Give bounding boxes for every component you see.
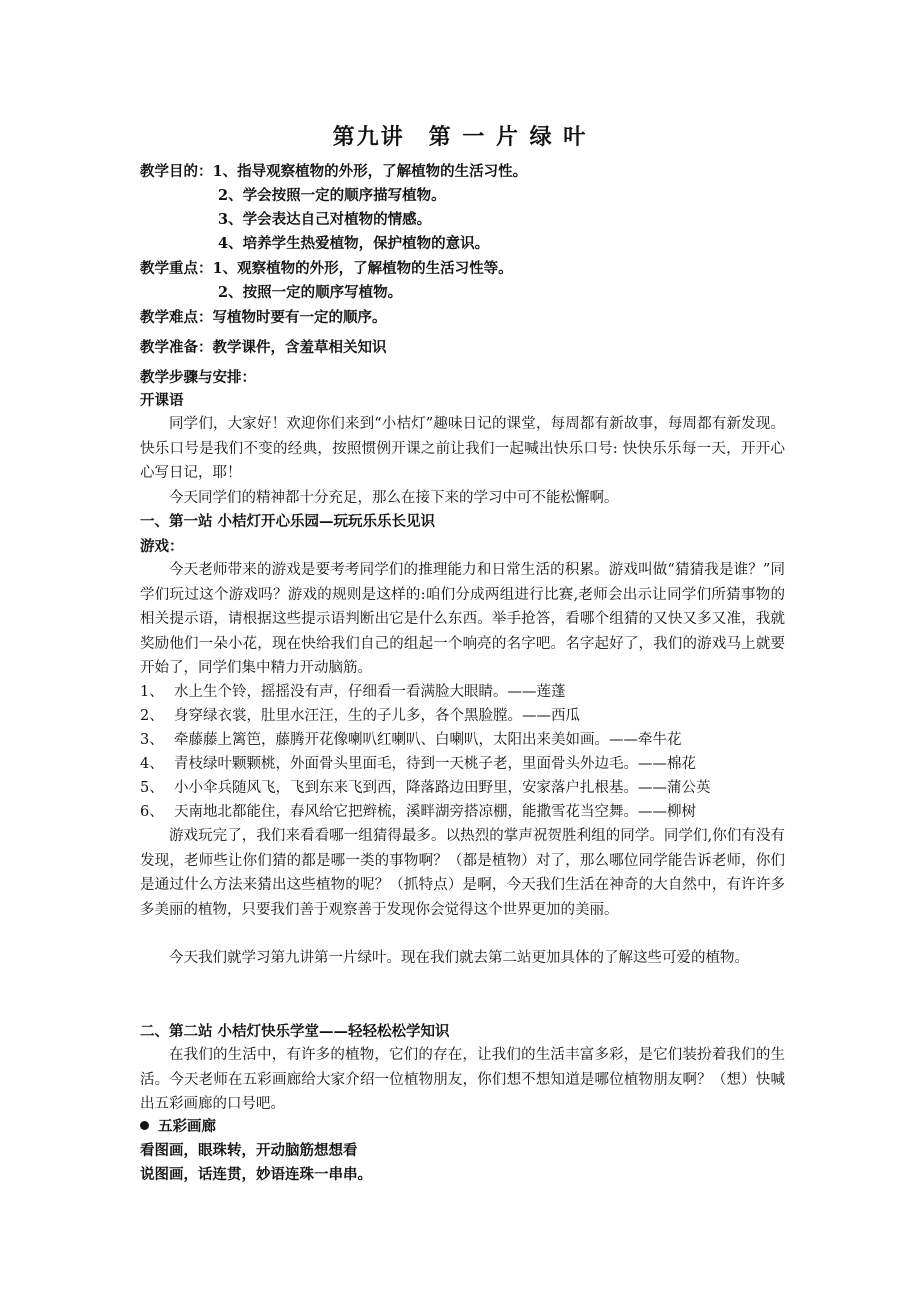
slogan-line: 说图画，话连贯，妙语连珠一串串。 xyxy=(140,1166,372,1183)
objectives-label: 教学目的： xyxy=(140,163,213,180)
opening-paragraph: 同学们，大家好！欢迎你们来到“小桔灯”趣味日记的课堂，每周都有新故事，每周都有新发现。快乐口号是我们不变的经典，按照惯例开课之前让我们一起喊出快乐口号: 快快乐乐每一天，开开心心写日记，耶！ xyxy=(140,416,785,482)
after-game-paragraph: 游戏玩完了，我们来看看哪一组猜得最多。以热烈的掌声祝贺胜利组的同学。同学们,你们有没有发现，老师些让你们猜的都是哪一类的事物啊？（都是植物）对了，那么哪位同学能告诉老师，你们是通过什么方法来猜出这些植物的呢？（抓特点）是啊，今天我们生活在神奇的大自然中，有许许多多美丽的植物，只要我们善于观察善于发现你会觉得这个世界更加的美丽。 xyxy=(140,828,785,918)
key-points-label: 教学重点： xyxy=(140,260,213,277)
objective-item: 3、学会表达自己对植物的情感。 xyxy=(218,211,432,228)
riddle-text: 青枝绿叶颗颗桃，外面骨头里面毛，待到一天桃子老，里面骨头外边毛。——棉花 xyxy=(174,756,696,772)
key-point-item: 1、观察植物的外形，了解植物的生活习性等。 xyxy=(212,260,513,277)
gallery-heading: 五彩画廊 xyxy=(158,1118,216,1135)
section-two-heading: 二、第二站 小桔灯快乐学堂——轻轻松松学知识 xyxy=(140,1023,450,1040)
gallery-heading-line xyxy=(140,1115,216,1139)
riddle-item xyxy=(140,704,790,728)
riddle-text: 身穿绿衣裳，肚里水汪汪，生的子儿多，各个黑脸膛。——西瓜 xyxy=(174,708,580,724)
riddle-number: 2、 xyxy=(140,708,164,724)
riddle-number: 1、 xyxy=(140,684,164,700)
key-points-line-1 xyxy=(140,257,513,281)
bullet-icon xyxy=(140,1121,149,1130)
lesson-title: 第九讲 第 一 片 绿 叶 xyxy=(332,124,588,150)
steps-heading: 教学步骤与安排： xyxy=(140,369,256,386)
riddle-text: 水上生个铃，摇摇没有声，仔细看一看满脸大眼睛。——莲蓬 xyxy=(174,684,566,700)
riddle-item xyxy=(140,800,790,824)
riddle-number: 6、 xyxy=(140,804,164,820)
riddle-item xyxy=(140,680,790,704)
key-point-item: 2、按照一定的顺序写植物。 xyxy=(218,284,403,301)
section-two-intro: 在我们的生活中，有许多的植物，它们的存在，让我们的生活丰富多彩，是它们装扮着我们的生活。今天老师在五彩画廊给大家介绍一位植物朋友，你们想不想知道是哪位植物朋友啊？（想）快喊出五彩画廊的口号吧。 xyxy=(140,1047,785,1113)
riddle-item xyxy=(140,752,790,776)
slogan-line: 看图画，眼珠转，开动脑筋想想看 xyxy=(140,1142,358,1159)
objective-item: 4、培养学生热爱植物，保护植物的意识。 xyxy=(218,235,490,252)
opening-paragraph: 今天同学们的精神都十分充足，那么在接下来的学习中可不能松懈啊。 xyxy=(169,490,619,506)
riddle-number: 4、 xyxy=(140,756,164,772)
riddle-number: 3、 xyxy=(140,732,164,748)
riddle-item xyxy=(140,728,790,752)
riddle-text: 牵藤藤上篱笆，藤腾开花像喇叭红喇叭、白喇叭，太阳出来美如画。——牵牛花 xyxy=(174,732,682,748)
riddle-text: 天南地北都能住，春风给它把辫梳，溪畔湖旁搭凉棚，能撒雪花当空舞。——柳树 xyxy=(174,804,696,820)
transition-paragraph: 今天我们就学习第九讲第一片绿叶。现在我们就去第二站更加具体的了解这些可爱的植物。 xyxy=(169,950,749,966)
objective-item: 1、指导观察植物的外形，了解植物的生活习性。 xyxy=(212,163,528,180)
teaching-preparation: 教学准备：教学课件，含羞草相关知识 xyxy=(140,339,387,356)
riddle-text: 小小伞兵随风飞，飞到东来飞到西，降落路边田野里，安家落户扎根基。——蒲公英 xyxy=(174,780,711,796)
objectives-line-1 xyxy=(140,160,527,184)
game-intro-paragraph: 今天老师带来的游戏是要考考同学们的推理能力和日常生活的积累。游戏叫做“猜猜我是谁？”同学们玩过这个游戏吗？游戏的规则是这样的:咱们分成两组进行比赛,老师会出示让同学们所猜事物的相关提示语，请根据这些提示语判断出它是什么东西。举手抢答，看哪个组猜的又快又多又准，我就奖励他们一朵小花，现在快给我们自己的组起一个响亮的名字吧。名字起好了，我们的游戏马上就要开始了，同学们集中精力开动脑筋。 xyxy=(140,562,785,677)
riddle-number: 5、 xyxy=(140,780,164,796)
objective-item: 2、学会按照一定的顺序描写植物。 xyxy=(218,187,446,204)
section-one-heading: 一、第一站 小桔灯开心乐园—玩玩乐乐长见识 xyxy=(140,513,436,530)
game-label: 游戏： xyxy=(140,538,184,555)
opening-heading: 开课语 xyxy=(140,392,184,409)
teaching-difficulty: 教学难点：写植物时要有一定的顺序。 xyxy=(140,309,387,326)
riddle-item xyxy=(140,776,790,800)
